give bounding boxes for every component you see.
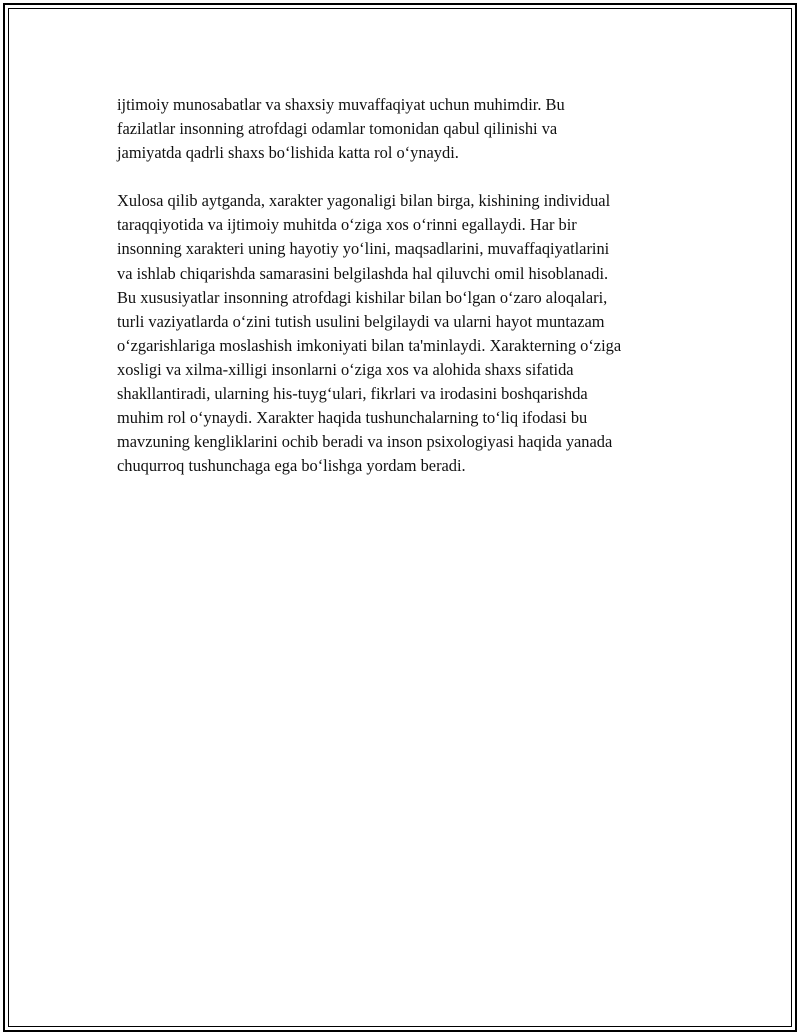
text-line: Bu xususiyatlar insonning atrofdagi kishilar bilan bo‘lgan o‘zaro aloqalari, xyxy=(117,287,608,307)
paragraph-spacer xyxy=(117,165,707,189)
text-line: Xulosa qilib aytganda, xarakter yagonaligi bilan birga, kishining individual xyxy=(117,191,611,211)
text-line: chuqurroq tushunchaga ega bo‘lishga yordam beradi. xyxy=(117,456,466,476)
text-line: o‘zgarishlariga moslashish imkoniyati bilan ta'minlaydi. Xarakterning o‘ziga xyxy=(117,335,622,355)
text-line: muhim rol o‘ynaydi. Xarakter haqida tushunchalarning to‘liq ifodasi bu xyxy=(117,408,588,428)
text-line: fazilatlar insonning atrofdagi odamlar tomonidan qabul qilinishi va xyxy=(117,119,558,139)
text-line: jamiyatda qadrli shaxs bo‘lishida katta rol o‘ynaydi. xyxy=(117,143,459,163)
text-line: xosligi va xilma-xilligi insonlarni o‘ziga xos va alohida shaxs sifatida xyxy=(117,359,574,379)
text-line: insonning xarakteri uning hayotiy yo‘lini, maqsadlarini, muvaffaqiyatlarini xyxy=(117,239,610,259)
paragraph-1 xyxy=(117,93,707,165)
text-line: turli vaziyatlarda o‘zini tutish usulini belgilaydi va ularni hayot muntazam xyxy=(117,311,605,331)
text-line: mavzuning kengliklarini ochib beradi va inson psixologiyasi haqida yanada xyxy=(117,432,613,452)
text-line: taraqqiyotida va ijtimoiy muhitda o‘ziga xos o‘rinni egallaydi. Har bir xyxy=(117,215,577,235)
document-body xyxy=(117,93,707,478)
text-line: va ishlab chiqarishda samarasini belgilashda hal qiluvchi omil hisoblanadi. xyxy=(117,263,609,283)
text-line: ijtimoiy munosabatlar va shaxsiy muvaffaqiyat uchun muhimdir. Bu xyxy=(117,95,565,114)
paragraph-2 xyxy=(117,189,707,478)
text-line: shakllantiradi, ularning his-tuyg‘ulari, fikrlari va irodasini boshqarishda xyxy=(117,384,588,404)
